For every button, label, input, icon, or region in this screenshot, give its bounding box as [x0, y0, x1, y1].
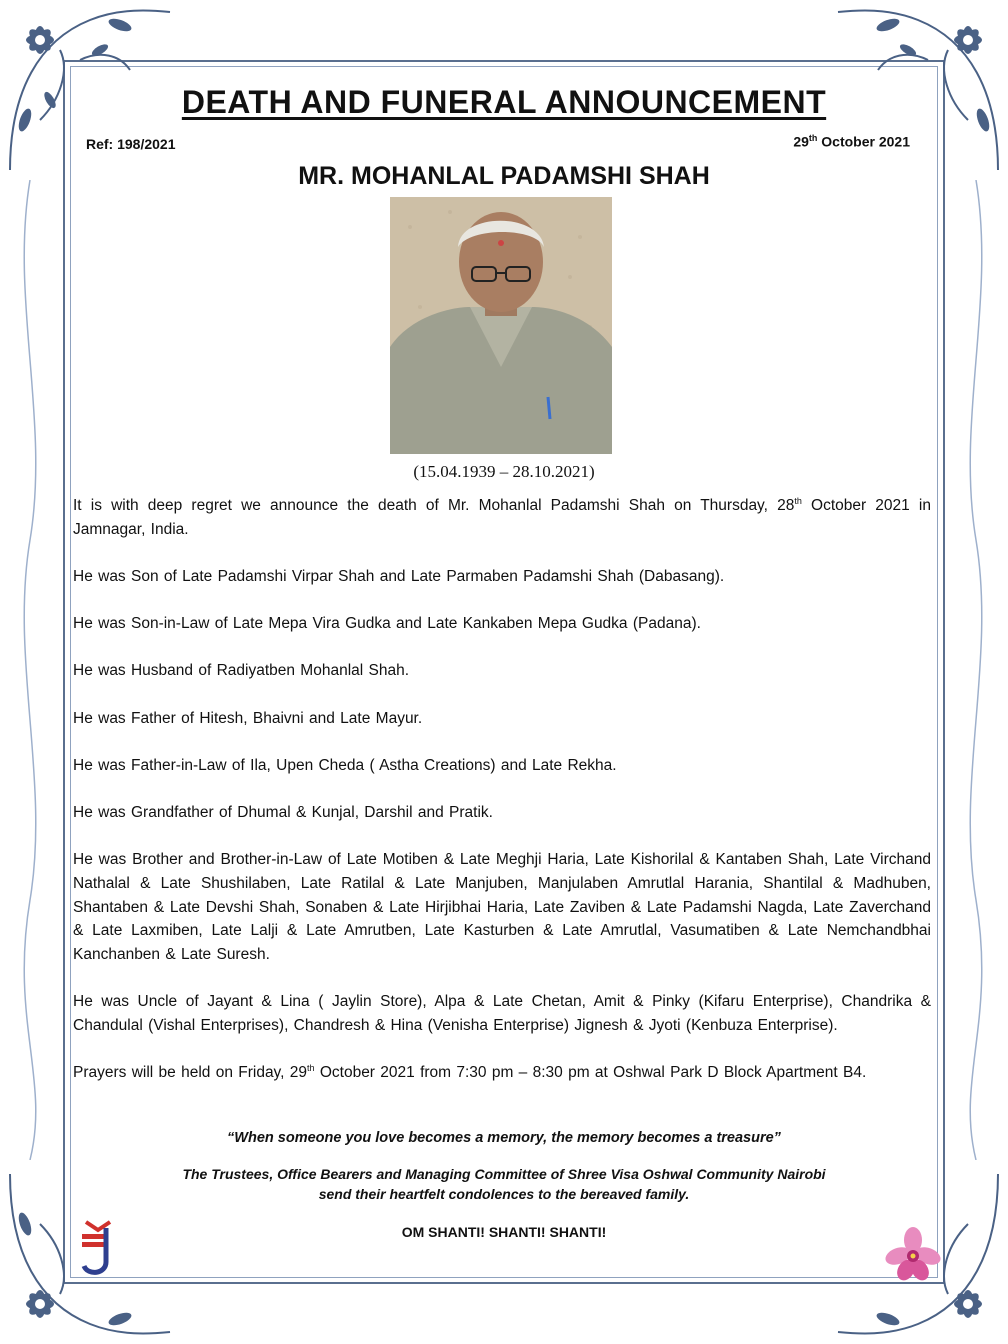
community-logo-icon	[78, 1218, 118, 1280]
lifespan-dates: (15.04.1939 – 28.10.2021)	[413, 462, 595, 481]
paragraph-nephews-nieces: He was Uncle of Jayant & Lina ( Jaylin Store), Alpa & Late Chetan, Amit & Pinky (Kifaru Enterprise), Chandrika & Chandulal (Vishal Enterprises), Chandresh & Hina (Venisha Enterprise) Jignesh & Jyoti (Kenbuza Enterprise).	[73, 993, 931, 1034]
portrait-photo	[390, 197, 612, 454]
page-title: DEATH AND FUNERAL ANNOUNCEMENT	[181, 84, 827, 120]
paragraph-grandchildren: He was Grandfather of Dhumal & Kunjal, Darshil and Pratik.	[73, 803, 493, 821]
side-flourish-right	[946, 180, 1008, 1160]
orchid-icon	[884, 1226, 942, 1282]
paragraph-siblings: He was Brother and Brother-in-Law of Late Motiben & Late Meghji Haria, Late Kishorilal & Kantaben Shah, Late Virchand Nathalal & Late Shushilaben, Late Ratilal & Late Manjuben, Manjulaben Amrutlal Harania, Shantilal & Madhuben, Shantaben & Late Devshi Shah, Sonaben & Late Hirjibhai Haria, Late Zaviben & Late Padamshi Nagda, Late Zaverchand & Late Laxmiben, Late Lalji & Late Amrutben, Late Kasturben & Late Amrutlal, Vasumatiben & Late Nemchandbhai Kanchanben & Late Suresh.	[73, 851, 931, 963]
side-flourish-left	[0, 180, 62, 1160]
paragraph-death: It is with deep regret we announce the death of Mr. Mohanlal Padamshi Shah on Thursday, 28th October 2021 in Jamnagar, India.	[73, 495, 931, 538]
condolence-message	[0, 1164, 1008, 1204]
paragraph-children-in-law: He was Father-in-Law of Ila, Upen Cheda ( Astha Creations) and Late Rekha.	[73, 756, 617, 774]
condolence-line: send their heartfelt condolences to the bereaved family.	[318, 1186, 690, 1202]
paragraph-prayers: Prayers will be held on Friday, 29th October 2021 from 7:30 pm – 8:30 pm at Oshwal Park D Block Apartment B4.	[73, 1062, 867, 1082]
paragraph-children: He was Father of Hitesh, Bhaivni and Late Mayur.	[73, 709, 423, 727]
deceased-name: MR. MOHANLAL PADAMSHI SHAH	[298, 162, 710, 190]
announcement-date: 29th October 2021	[793, 133, 910, 150]
paragraph-parents-in-law: He was Son-in-Law of Late Mepa Vira Gudka and Late Kankaben Mepa Gudka (Padana).	[73, 615, 701, 633]
closing-prayer: OM SHANTI! SHANTI! SHANTI!	[401, 1224, 607, 1240]
reference-number: Ref: 198/2021	[86, 136, 176, 152]
announcement-body	[73, 494, 931, 1108]
condolence-line: The Trustees, Office Bearers and Managing Committee of Shree Visa Oshwal Community Nairobi	[182, 1166, 826, 1182]
paragraph-parents: He was Son of Late Padamshi Virpar Shah and Late Parmaben Padamshi Shah (Dabasang).	[73, 567, 725, 585]
memorial-quote: “When someone you love becomes a memory, the memory becomes a treasure”	[227, 1130, 781, 1146]
paragraph-spouse: He was Husband of Radiyatben Mohanlal Shah.	[73, 662, 410, 680]
